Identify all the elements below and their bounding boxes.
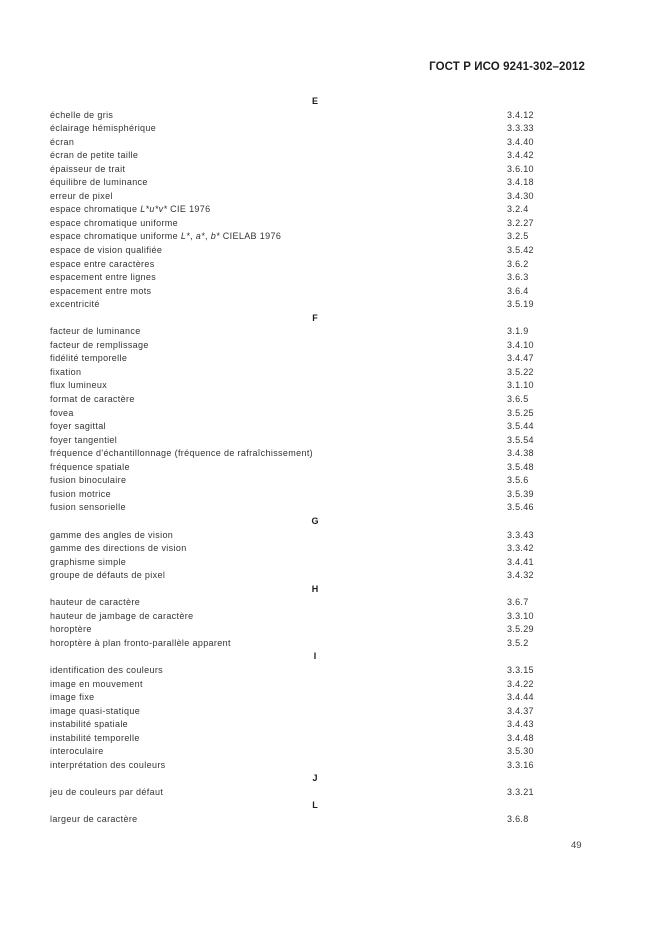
index-term: facteur de luminance <box>50 326 141 337</box>
index-entry <box>50 325 590 339</box>
index-reference-number: 3.2.4 <box>507 204 529 215</box>
index-entry <box>50 420 590 434</box>
index-term: fidélité temporelle <box>50 353 128 364</box>
index-entry <box>50 691 590 705</box>
index-term: espace de vision qualifiée <box>50 245 163 256</box>
index-reference-number: 3.4.22 <box>507 678 534 689</box>
index-entry <box>50 434 590 448</box>
index-term: espacement entre mots <box>50 285 152 296</box>
index-entry <box>50 352 590 366</box>
index-entry <box>50 718 590 732</box>
index-reference-number: 3.4.44 <box>507 692 534 703</box>
index-term: image fixe <box>50 692 95 703</box>
index-reference-number: 3.1.9 <box>507 326 529 337</box>
index-letter-heading: E <box>311 96 318 106</box>
index-reference-number: 3.3.21 <box>507 786 534 797</box>
index-term: groupe de défauts de pixel <box>50 570 166 581</box>
index-term: erreur de pixel <box>50 190 113 201</box>
index-entry <box>50 230 590 244</box>
index-entry <box>50 474 590 488</box>
index-entry <box>50 258 590 272</box>
index-entry <box>50 285 590 299</box>
index-term: fusion binoculaire <box>50 475 127 486</box>
index-entry <box>50 488 590 502</box>
index-reference-number: 3.5.54 <box>507 434 534 445</box>
index-term: format de caractère <box>50 394 135 405</box>
index-term: foyer sagittal <box>50 421 106 432</box>
index-reference-number: 3.5.44 <box>507 421 534 432</box>
index-entry <box>50 786 590 800</box>
index-reference-number: 3.5.42 <box>507 245 534 256</box>
index-entry <box>50 217 590 231</box>
index-entry <box>50 122 590 136</box>
index-entry <box>50 149 590 163</box>
index-reference-number: 3.4.41 <box>507 556 534 567</box>
index-reference-number: 3.6.10 <box>507 163 534 174</box>
index-term: espacement entre lignes <box>50 272 157 283</box>
index-term: instabilité spatiale <box>50 719 129 730</box>
index-entry <box>50 501 590 515</box>
index-reference-number: 3.6.4 <box>507 285 529 296</box>
index-entry <box>50 664 590 678</box>
index-term: hauteur de caractère <box>50 597 141 608</box>
index-entry <box>50 759 590 773</box>
index-term: échelle de gris <box>50 109 114 120</box>
index-reference-number: 3.5.22 <box>507 366 534 377</box>
index-term: fusion sensorielle <box>50 502 126 513</box>
index-entry <box>50 339 590 353</box>
index-term: gamme des angles de vision <box>50 529 174 540</box>
index-reference-number: 3.4.30 <box>507 190 534 201</box>
index-reference-number: 3.6.3 <box>507 272 529 283</box>
index-entry <box>50 569 590 583</box>
index-entry <box>50 271 590 285</box>
index-term: écran <box>50 136 75 147</box>
index-entry <box>50 447 590 461</box>
index-entry <box>50 203 590 217</box>
index-term: image en mouvement <box>50 678 143 689</box>
index-reference-number: 3.3.10 <box>507 610 534 621</box>
index-entry <box>50 298 590 312</box>
index-entry <box>50 379 590 393</box>
index-reference-number: 3.5.29 <box>507 624 534 635</box>
index-term: interoculaire <box>50 746 104 757</box>
index-letter-heading: L <box>312 800 318 811</box>
index-term: éclairage hémisphérique <box>50 123 157 134</box>
index-term: identification des couleurs <box>50 664 164 675</box>
index-term: graphisme simple <box>50 556 127 567</box>
index-entry <box>50 678 590 692</box>
index-term: horoptère <box>50 624 92 635</box>
index-reference-number: 3.6.7 <box>507 597 529 608</box>
index-entry <box>50 190 590 204</box>
index-entry <box>50 732 590 746</box>
index-letter-heading: F <box>312 312 318 323</box>
index-reference-number: 3.2.27 <box>507 217 534 228</box>
index-reference-number: 3.5.25 <box>507 407 534 418</box>
index-term: image quasi-statique <box>50 705 141 716</box>
index-entry <box>50 366 590 380</box>
index-term: flux lumineux <box>50 380 108 391</box>
index-reference-number: 3.3.42 <box>507 543 534 554</box>
index-reference-number: 3.5.39 <box>507 488 534 499</box>
index-entry <box>50 393 590 407</box>
index-reference-number: 3.4.18 <box>507 177 534 188</box>
index-term: épaisseur de trait <box>50 163 126 174</box>
index-entry <box>50 556 590 570</box>
index-reference-number: 3.3.15 <box>507 664 534 675</box>
index-reference-number: 3.6.2 <box>507 258 529 269</box>
index-term: foyer tangentiel <box>50 434 118 445</box>
index-entry <box>50 109 590 123</box>
index-entry <box>50 623 590 637</box>
index-term: hauteur de jambage de caractère <box>50 610 194 621</box>
index-term: largeur de caractère <box>50 813 138 824</box>
index-term: équilibre de luminance <box>50 177 148 188</box>
index-reference-number: 3.4.40 <box>507 136 534 147</box>
index-term: excentricité <box>50 299 100 310</box>
index-entry <box>50 176 590 190</box>
index-entry <box>50 813 590 827</box>
index-reference-number: 3.5.19 <box>507 299 534 310</box>
index-term: facteur de remplissage <box>50 339 149 350</box>
index-reference-number: 3.5.46 <box>507 502 534 513</box>
index-reference-number: 3.4.37 <box>507 705 534 716</box>
index-term: espace entre caractères <box>50 258 155 269</box>
index-entry <box>50 529 590 543</box>
index-term: espace chromatique uniforme L*, a*, b* CIELAB 1976 <box>50 231 282 242</box>
index-letter-heading: I <box>313 651 317 662</box>
index-reference-number: 3.5.2 <box>507 637 529 648</box>
index-term: fréquence d'échantillonnage (fréquence de rafraîchissement) <box>50 448 314 459</box>
index-reference-number: 3.1.10 <box>507 380 534 391</box>
index-reference-number: 3.4.12 <box>507 109 534 120</box>
index-term: espace chromatique uniforme <box>50 217 179 228</box>
index-term: fovea <box>50 407 74 418</box>
index-entry <box>50 461 590 475</box>
index-reference-number: 3.3.16 <box>507 759 534 770</box>
index-entry <box>50 637 590 651</box>
index-term: fixation <box>50 366 82 377</box>
page-number: 49 <box>571 840 582 851</box>
index-reference-number: 3.3.33 <box>507 123 534 134</box>
index-entry <box>50 745 590 759</box>
index-entry <box>50 596 590 610</box>
index-reference-number: 3.5.6 <box>507 475 529 486</box>
index-term: instabilité temporelle <box>50 732 140 743</box>
index-term: écran de petite taille <box>50 150 139 161</box>
index-reference-number: 3.6.8 <box>507 813 529 824</box>
index-reference-number: 3.5.30 <box>507 746 534 757</box>
index-entry <box>50 610 590 624</box>
index-term: gamme des directions de vision <box>50 543 187 554</box>
index-reference-number: 3.4.42 <box>507 150 534 161</box>
index-reference-number: 3.4.10 <box>507 339 534 350</box>
index-reference-number: 3.4.32 <box>507 570 534 581</box>
index-reference-number: 3.2.5 <box>507 231 529 242</box>
index-entry <box>50 136 590 150</box>
alphabetical-index <box>50 95 590 827</box>
index-term: jeu de couleurs par défaut <box>50 786 164 797</box>
index-term: horoptère à plan fronto-parallèle apparent <box>50 637 231 648</box>
index-term: espace chromatique L*u*v* CIE 1976 <box>50 204 211 215</box>
index-letter-heading: J <box>312 773 318 784</box>
index-term: fréquence spatiale <box>50 461 130 472</box>
index-reference-number: 3.4.43 <box>507 719 534 730</box>
index-letter-heading: H <box>311 583 319 594</box>
index-term: interprétation des couleurs <box>50 759 166 770</box>
index-term: fusion motrice <box>50 488 111 499</box>
index-entry <box>50 244 590 258</box>
index-letter-heading: G <box>311 515 319 526</box>
index-entry <box>50 705 590 719</box>
index-reference-number: 3.4.38 <box>507 448 534 459</box>
document-standard-header: ГОСТ Р ИСО 9241-302–2012 <box>429 61 585 73</box>
index-reference-number: 3.5.48 <box>507 461 534 472</box>
index-reference-number: 3.4.48 <box>507 732 534 743</box>
index-reference-number: 3.4.47 <box>507 353 534 364</box>
index-entry <box>50 407 590 421</box>
index-reference-number: 3.6.5 <box>507 394 529 405</box>
index-entry <box>50 542 590 556</box>
index-entry <box>50 163 590 177</box>
index-reference-number: 3.3.43 <box>507 529 534 540</box>
